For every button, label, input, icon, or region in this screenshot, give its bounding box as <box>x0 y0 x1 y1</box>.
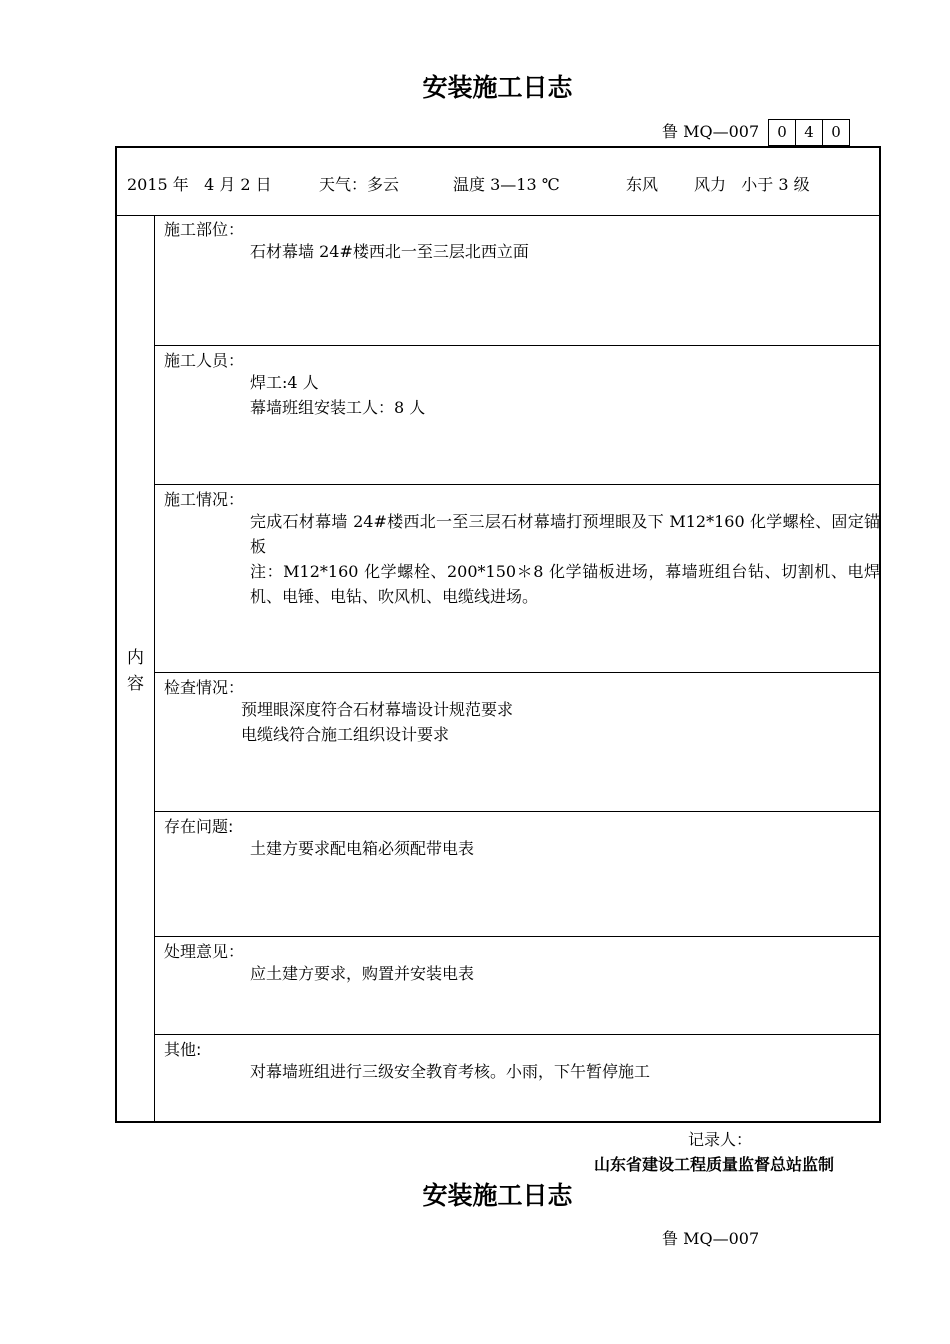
serial-digit: 4 <box>795 119 823 146</box>
section-title: 处理意见： <box>164 942 245 961</box>
log-form <box>115 146 881 1123</box>
section-title: 其他: <box>164 1040 202 1059</box>
section-location <box>154 215 879 346</box>
header-row <box>117 148 879 216</box>
serial-number-boxes <box>769 119 850 146</box>
section-paragraph: 完成石材幕墙 24#楼西北一至三层石材幕墙打预埋眼及下 M12*160 化学螺栓、固定锚板 <box>250 512 880 556</box>
content-label <box>117 645 154 697</box>
wind-direction-field: 东风 <box>626 175 659 194</box>
section-inspection <box>154 673 879 812</box>
section-problems <box>154 812 879 937</box>
section-line: 焊工:4 人 <box>250 373 319 392</box>
temperature-field: 温度 3—13 ℃ <box>453 175 560 194</box>
content-side-column <box>117 215 155 1121</box>
section-line: 预埋眼深度符合石材幕墙设计规范要求 <box>241 700 514 719</box>
section-line: 对幕墙班组进行三级安全教育考核。小雨，下午暂停施工 <box>250 1062 651 1081</box>
section-title: 检查情况： <box>164 678 245 697</box>
section-status <box>154 485 879 673</box>
section-title: 施工部位： <box>164 220 245 239</box>
serial-digit: 0 <box>822 119 850 146</box>
page-title-next: 安装施工日志 <box>422 1181 573 1210</box>
section-other <box>154 1035 879 1121</box>
date-field: 2015 年 4 月 2 日 <box>127 175 272 194</box>
section-line: 幕墙班组安装工人：8 人 <box>250 398 426 417</box>
recorder-label: 记录人： <box>688 1130 753 1149</box>
section-handling <box>154 937 879 1035</box>
content-label-char: 容 <box>127 674 144 694</box>
section-line: 电缆线符合施工组织设计要求 <box>241 725 450 744</box>
form-code: 鲁 MQ—007 <box>662 122 760 141</box>
section-line: 土建方要求配电箱必须配带电表 <box>250 839 475 858</box>
section-paragraph: 注：M12*160 化学螺栓、200*150＊8 化学锚板进场，幕墙班组台钻、切割机、电焊机、电锤、电钻、吹风机、电缆线进场。 <box>250 562 880 606</box>
wind-force-field: 风力 小于 3 级 <box>694 175 810 194</box>
form-code-next: 鲁 MQ—007 <box>662 1229 760 1248</box>
weather-field: 天气：多云 <box>319 175 400 194</box>
section-title: 施工人员： <box>164 351 245 370</box>
page-title: 安装施工日志 <box>422 73 573 102</box>
content-label-char: 内 <box>127 648 144 668</box>
section-title: 施工情况： <box>164 490 245 509</box>
section-title: 存在问题: <box>164 817 234 836</box>
supervisor-org: 山东省建设工程质量监督总站监制 <box>594 1155 835 1174</box>
serial-digit: 0 <box>768 119 796 146</box>
section-line: 应土建方要求，购置并安装电表 <box>250 964 475 983</box>
section-personnel <box>154 346 879 485</box>
section-line: 石材幕墙 24#楼西北一至三层北西立面 <box>250 242 529 261</box>
